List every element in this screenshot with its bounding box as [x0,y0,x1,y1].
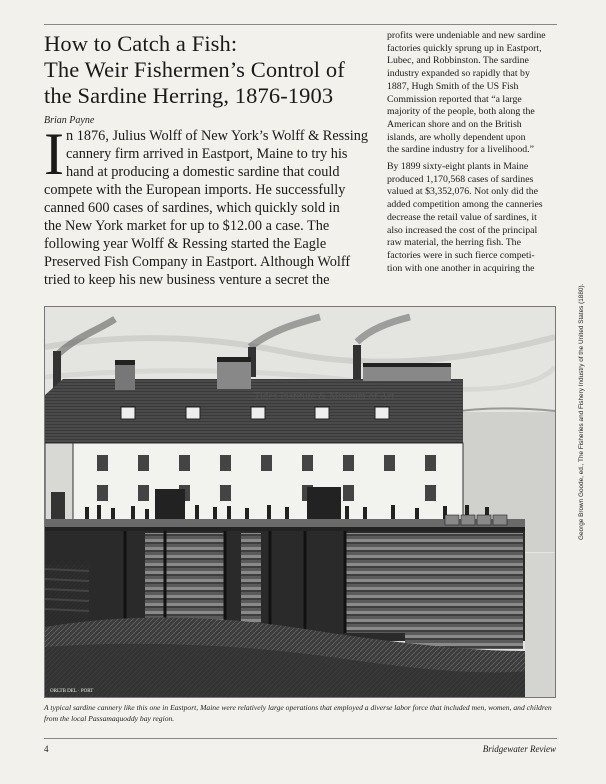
title-line: the Sardine Herring, 1876-1903 [44,83,334,108]
caption-line: from the local Passamaquoddy bay region. [44,713,175,723]
article-title [44,31,374,109]
text-line: canned 600 cases of sardines, which quickly sold in [44,200,340,216]
text-line: tried to keep his new business venture a secret the [44,272,330,288]
text-line: profits were undeniable and new sardine [387,30,546,41]
text-line: n 1876, Julius Wolff of New York’s Wolff & Ressing [66,128,369,144]
text-line: Preserved Fish Company in Eastport. Although Wolff [44,254,351,270]
text-line: majority of the people, both along the [387,106,535,118]
text-line: decrease the retail value of sardines, it [387,211,537,223]
title-line: How to Catch a Fish: [44,31,238,56]
text-line: hand at producing a domestic sardine that could [66,164,340,180]
text-line: factories quickly sprung up in Eastport, [387,42,542,54]
text-line: raw material, the herring fish. The [387,237,521,249]
watermark-text: Tides Institute & Museum of Art [254,391,395,402]
journal-name: Bridgewater Review [482,744,556,754]
cannery-illustration [44,306,556,698]
text-line: compete with the European imports. He successfully [44,182,346,198]
text-line: 1887, Hugh Smith of the US Fish [387,80,519,92]
left-column-text [44,121,374,289]
image-credit: George Brown Goode, ed., The Fisheries and Fishery Industry of the United States (1880). [578,283,585,540]
text-line: Commission reported that “a large [387,93,522,105]
caption-line: A typical sardine cannery like this one in Eastport, Maine were relatively large operations that employed a diverse labor force that included men, women, and children [44,703,552,712]
engraver-mark: ORLTB DEL · PORT [50,689,94,694]
author-byline: Brian Payne [44,115,95,126]
text-line: Lubec, and Robbinston. The sardine [387,55,529,67]
figure-caption [44,703,556,724]
text-line: cannery firm arrived in Eastport, Maine to try his [66,146,348,162]
text-line: factories were in such fierce competi- [387,249,535,261]
text-line: added competition among the canneries [387,199,543,211]
page-number: 4 [44,744,49,754]
text-line: produced 1,170,568 cases of sardines [387,173,534,185]
text-line: the New York market for up to $12.00 a case. The [44,218,330,234]
top-rule [44,24,557,25]
text-line: valued at $3,352,076. Not only did the [387,186,539,198]
text-line: industry expanded so rapidly that by [387,68,530,80]
title-line: The Weir Fishermen’s Control of [44,57,345,82]
text-line: American shore and on the British [387,118,522,130]
paragraph [387,161,557,275]
text-line: By 1899 sixty-eight plants in Maine [387,161,529,173]
text-line: islands, are wholly dependent upon [387,131,526,143]
text-line: the sardine industry for a livelihood.” [387,144,534,156]
text-line: also increased the cost of the principal [387,224,538,236]
drop-cap: I [44,121,64,187]
cannery-engraving [45,307,555,697]
text-line: following year Wolff & Ressing started the Eagle [44,236,327,252]
right-column-text [387,30,557,275]
bottom-rule [44,738,557,739]
text-line: tion with one another in acquiring the [387,262,535,274]
paragraph [387,30,557,157]
